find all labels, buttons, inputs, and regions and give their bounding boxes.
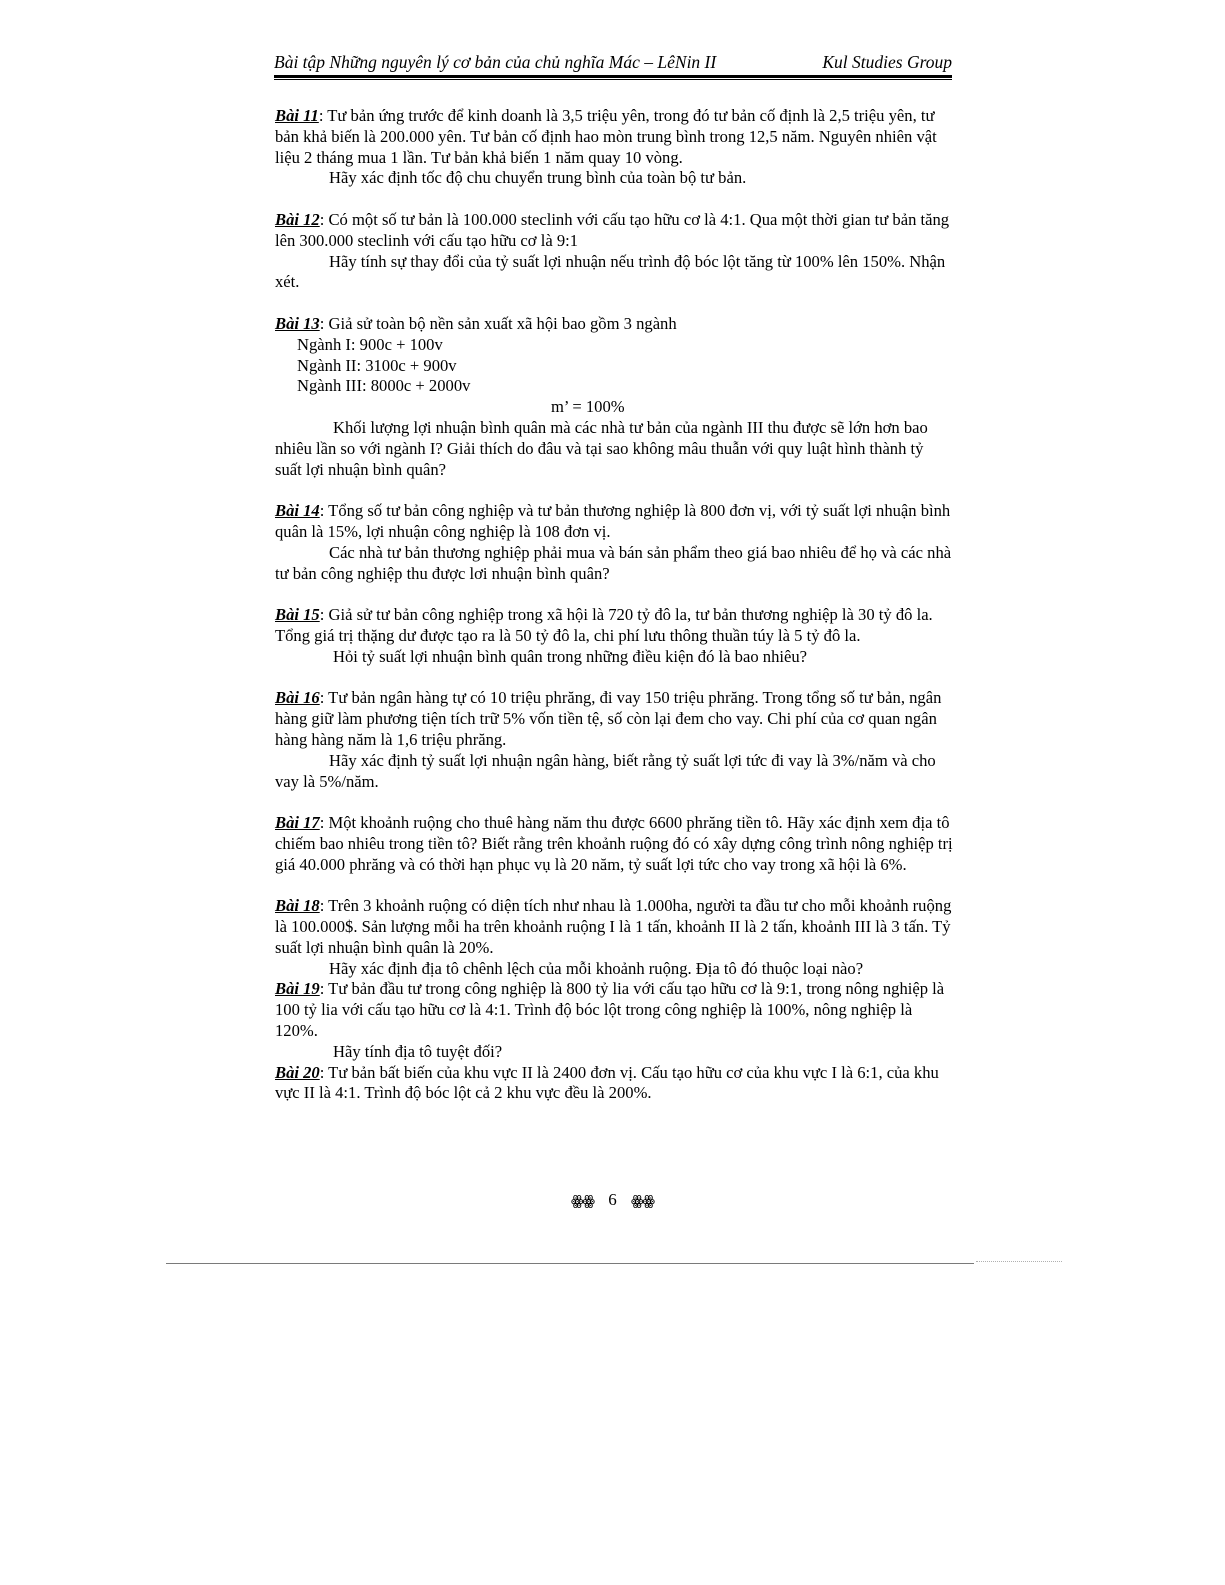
exercise-question: Hãy xác định địa tô chênh lệch của mỗi khoảnh ruộng. Địa tô đó thuộc loại nào? bbox=[329, 958, 864, 978]
exercise-18 bbox=[275, 896, 953, 979]
exercise-question: Hỏi tỷ suất lợi nhuận bình quân trong những điều kiện đó là bao nhiêu? bbox=[333, 646, 808, 666]
exercise-label: Bài 14 bbox=[275, 501, 320, 521]
header-title: Bài tập Những nguyên lý cơ bản của chủ nghĩa Mác – LêNin II bbox=[274, 52, 717, 72]
exercise-text: : Một khoảnh ruộng cho thuê hàng năm thu được 6600 phrăng tiền tô. Hãy xác định xem địa tô chiếm bao nhiêu trong tiền tô? Biết rằng trên khoảnh ruộng đó có xây dựng công trình nông nghiệp trị giá 40.000 phrăng và có thời hạn phục vụ là 20 năm, tỷ suất lợi tức cho vay trong xã hội là 6%. bbox=[275, 813, 953, 874]
exercise-label: Bài 16 bbox=[275, 688, 320, 708]
header-group: Kul Studies Group bbox=[822, 52, 952, 72]
exercise-17 bbox=[275, 813, 953, 875]
exercise-text: : Tư bản đầu tư trong công nghiệp là 800 tỷ lia với cấu tạo hữu cơ là 9:1, trong nông nghiệp là 100 tỷ lia với cấu tạo hữu cơ là 4:1. Trình độ bóc lột trong công nghiệp là 100%, nông nghiệp là 120%. bbox=[275, 979, 945, 1041]
page-footer bbox=[0, 1190, 1225, 1210]
sector-line: Ngành II: 3100c + 900v bbox=[297, 355, 457, 375]
exercise-question: Hãy tính sự thay đổi của tỷ suất lợi nhuận nếu trình độ bóc lột tăng từ 100% lên 150%. Nhận xét. bbox=[275, 251, 946, 292]
exercise-label: Bài 11 bbox=[275, 106, 319, 125]
exercise-question: Hãy xác định tỷ suất lợi nhuận ngân hàng, biết rằng tỷ suất lợi tức đi vay là 3%/năm và cho vay là 5%/năm. bbox=[275, 750, 936, 791]
page-body bbox=[275, 106, 953, 1104]
exercise-text: : Trên 3 khoảnh ruộng có diện tích như nhau là 1.000ha, người ta đầu tư cho mỗi khoảnh ruộng là 100.000$. Sản lượng mỗi ha trên khoảnh ruộng I là 1 tấn, khoảnh II là 2 tấn, khoảnh III là 3 tấn. Tỷ suất lợi nhuận bình quân là 20%. bbox=[275, 896, 952, 957]
exercise-label: Bài 19 bbox=[275, 979, 320, 999]
exercise-15 bbox=[275, 605, 953, 667]
exercise-19 bbox=[275, 979, 953, 1062]
exercise-13 bbox=[275, 314, 953, 480]
header-rule-thick bbox=[274, 75, 952, 78]
header-rule-thin bbox=[274, 79, 952, 80]
exercise-20 bbox=[275, 1063, 953, 1105]
exercise-text: : Tư bản ứng trước để kinh doanh là 3,5 triệu yên, trong đó tư bản cố định là 2,5 triệu yên, tư bản khả biến là 200.000 yên. Tư bản cố định hao mòn trung bình trong 12,5 năm. Nguyên nhiên vật liệu 2 tháng mua 1 lần. Tư bản khả biến 1 năm quay 10 vòng. bbox=[275, 106, 937, 167]
exercise-label: Bài 13 bbox=[275, 313, 320, 333]
exercise-16 bbox=[275, 688, 953, 792]
page-number: 6 bbox=[608, 1190, 617, 1209]
exercise-label: Bài 15 bbox=[275, 605, 320, 625]
page-bottom-dots bbox=[976, 1261, 1062, 1265]
exercise-text: : Giả sử toàn bộ nền sản xuất xã hội bao gồm 3 ngành bbox=[319, 313, 677, 333]
exercise-text: : Giả sử tư bản công nghiệp trong xã hội là 720 tỷ đô la, tư bản thương nghiệp là 30 tỷ đô la. Tổng giá trị thặng dư được tạo ra là 50 tỷ đô la, chi phí lưu thông thuần túy là 5 tỷ đô la. bbox=[275, 605, 933, 645]
sector-line: Ngành III: 8000c + 2000v bbox=[297, 376, 471, 396]
exercise-label: Bài 17 bbox=[275, 813, 320, 833]
exercise-text: : Có một số tư bản là 100.000 steclinh với cấu tạo hữu cơ là 4:1. Qua một thời gian tư bản tăng lên 300.000 steclinh với cấu tạo hữu cơ là 9:1 bbox=[275, 209, 950, 250]
footer-ornament-left: ꙮꙮ bbox=[571, 1194, 594, 1209]
exercise-text: : Tư bản bất biến của khu vực II là 2400 đơn vị. Cấu tạo hữu cơ của khu vực I là 6:1, của khu vực II là 4:1. Trình độ bóc lột cả 2 khu vực đều là 200%. bbox=[275, 1062, 939, 1103]
exercise-question: Hãy xác định tốc độ chu chuyển trung bình của toàn bộ tư bản. bbox=[329, 168, 747, 188]
exercise-11 bbox=[275, 106, 953, 189]
sector-line: Ngành I: 900c + 100v bbox=[297, 334, 443, 354]
exercise-question: Các nhà tư bản thương nghiệp phải mua và bán sản phẩm theo giá bao nhiêu để họ và các nhà tư bản công nghiệp thu được lơi nhuận bình quân? bbox=[275, 542, 952, 583]
exercise-label: Bài 12 bbox=[275, 209, 320, 229]
exercise-text: : Tổng số tư bản công nghiệp và tư bản thương nghiệp là 800 đơn vị, với tỷ suất lợi nhuận bình quân là 15%, lợi nhuận công nghiệp là 108 đơn vị. bbox=[275, 501, 951, 541]
exercise-14 bbox=[275, 501, 953, 584]
exercise-text: : Tư bản ngân hàng tự có 10 triệu phrăng, đi vay 150 triệu phrăng. Trong tổng số tư bản, ngân hàng giữ làm phương tiện tích trữ 5% vốn tiền tệ, số còn lại đem cho vay. Chi phí của cơ quan ngân hàng hàng năm là 1,6 triệu phrăng. bbox=[275, 688, 942, 749]
exercise-question: Khối lượng lợi nhuận bình quân mà các nhà tư bản của ngành III thu được sẽ lớn hơn bao nhiêu lần so với ngành I? Giải thích do đâu và tại sao không mâu thuẫn với quy luật hình thành tỷ suất lợi nhuận bình quân? bbox=[275, 417, 928, 479]
exercise-label: Bài 18 bbox=[275, 896, 320, 916]
page-header bbox=[274, 52, 952, 74]
exercise-12 bbox=[275, 210, 953, 293]
formula-line: m’ = 100% bbox=[551, 397, 625, 417]
footer-ornament-right: ꙮꙮ bbox=[631, 1194, 654, 1209]
page-bottom-rule bbox=[166, 1263, 974, 1264]
exercise-question: Hãy tính địa tô tuyệt đối? bbox=[333, 1041, 503, 1061]
exercise-label: Bài 20 bbox=[275, 1062, 320, 1082]
